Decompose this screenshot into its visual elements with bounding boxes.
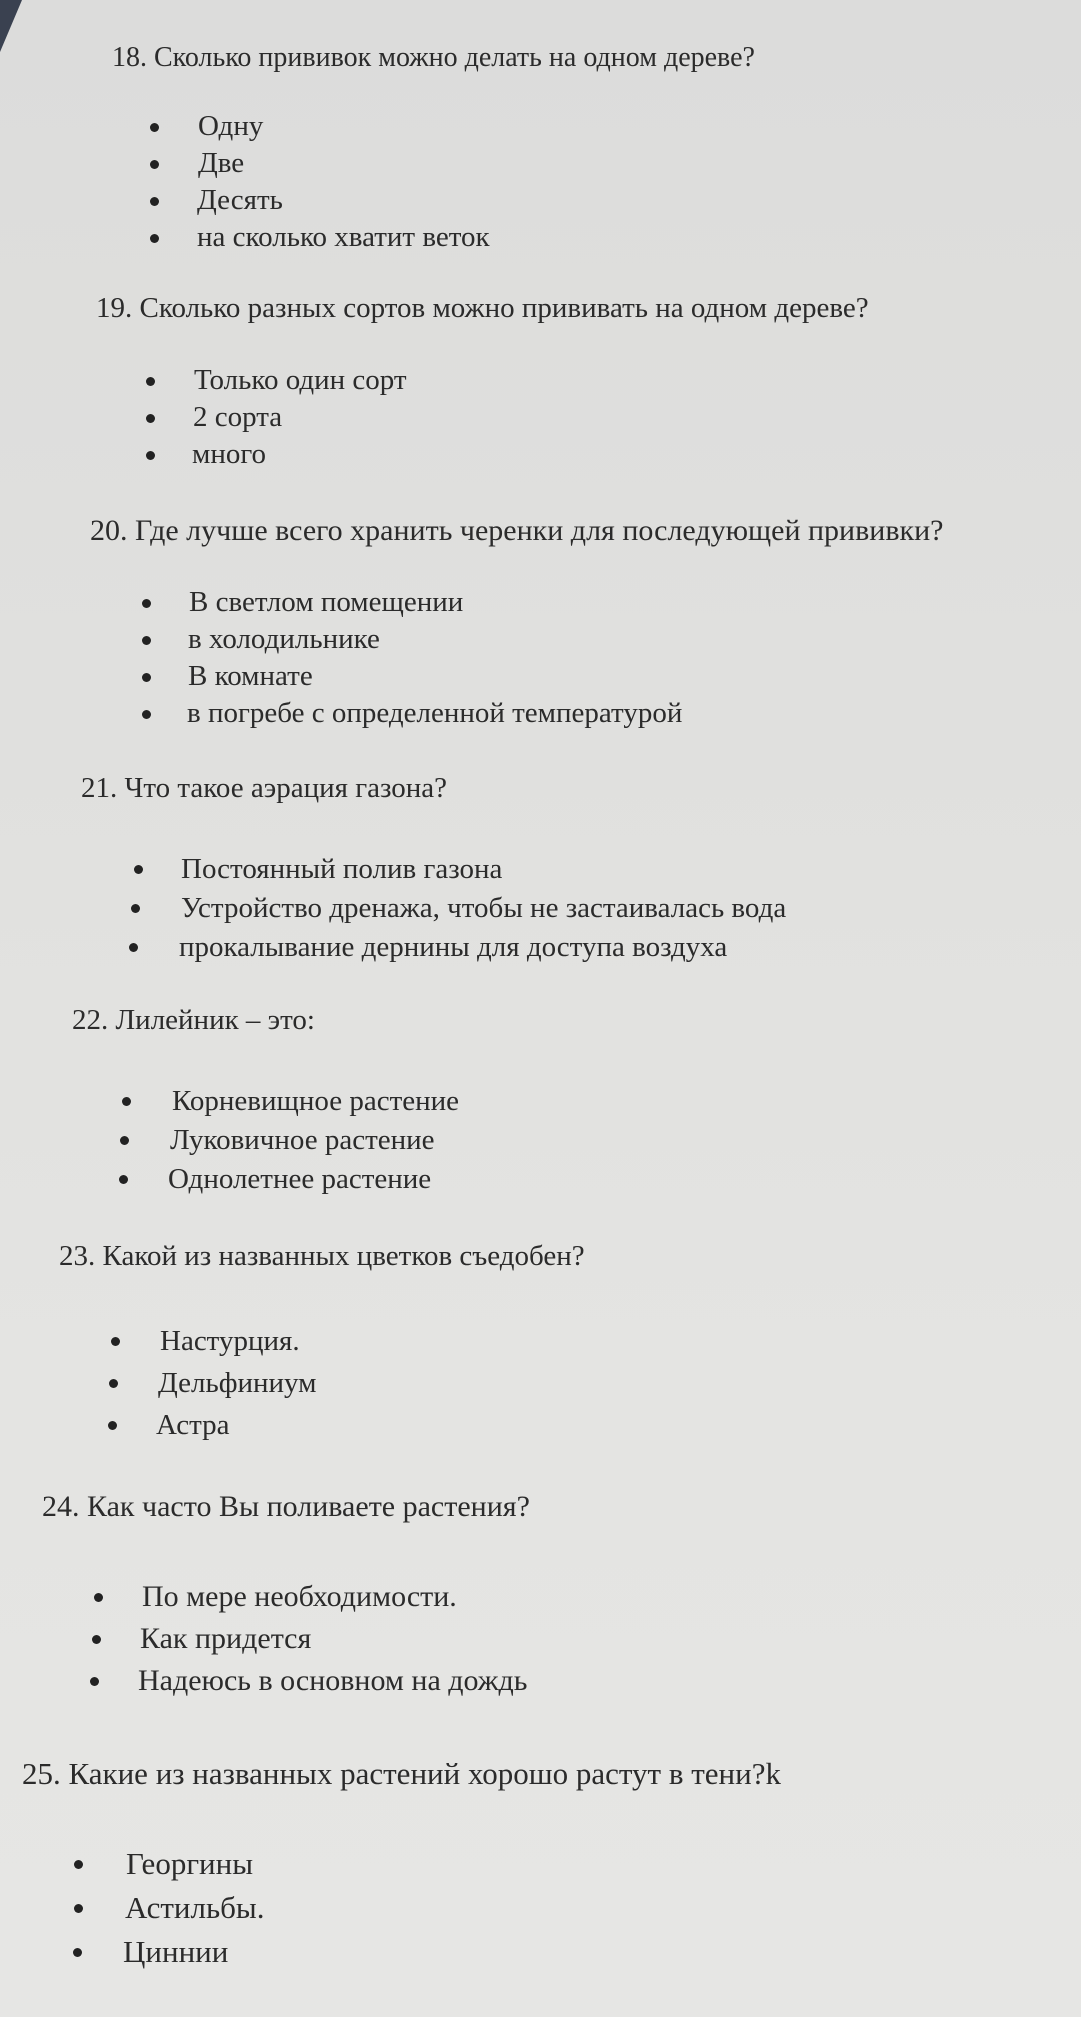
bullet-icon xyxy=(108,1421,117,1430)
bullet-icon xyxy=(150,123,159,132)
question-23: 23. Какой из названных цветков съедобен? xyxy=(59,1240,585,1272)
bullet-icon xyxy=(74,1904,83,1913)
bullet-icon xyxy=(122,1097,131,1106)
bullet-icon xyxy=(142,599,151,608)
bullet-icon xyxy=(120,1136,129,1145)
question-18: 18. Сколько прививок можно делать на одном дереве? xyxy=(112,42,755,73)
bullet-icon xyxy=(94,1593,103,1602)
question-22: 22. Лилейник – это: xyxy=(72,1004,315,1036)
bullet-icon xyxy=(109,1379,118,1388)
bullet-icon xyxy=(90,1677,99,1686)
document-page: 18. Сколько прививок можно делать на одном дереве? Одну Две Десять на сколько хватит веток 19. Сколько разных сортов можно прививать на одном дереве? Только один сорт 2 сорта много 20. Где лучше всего хранить черенки для последующей прививки? В светлом помещении в холодильнике В комнате в погребе с определенной температурой 21. Что такое аэрация газона? Постоянный полив газона Устройство дренажа, чтобы не застаивалась вода прокалывание дернины для доступа воздуха 22. Лилейник – это: Корневищное растение Луковичное растение Однолетнее растение 23. Какой из названных цветков съедобен? Настурция. Дельфиниум Астра 24. Как часто Вы поливаете растения? По мере необходимости. Как придется Надеюсь в основном на дождь 25. Какие из названных растений хорошо растут в тени?k Георгины Астильбы. Циннии xyxy=(0,0,1081,2017)
page-corner-shadow xyxy=(0,0,22,52)
bullet-icon xyxy=(74,1860,83,1869)
bullet-icon xyxy=(150,197,159,206)
bullet-icon xyxy=(146,451,155,460)
bullet-icon xyxy=(146,377,155,386)
question-20: 20. Где лучше всего хранить черенки для последующей прививки? xyxy=(90,514,944,547)
bullet-icon xyxy=(111,1337,120,1346)
bullet-icon xyxy=(142,710,151,719)
bullet-icon xyxy=(150,160,159,169)
bullet-icon xyxy=(92,1635,101,1644)
question-21: 21. Что такое аэрация газона? xyxy=(81,772,448,804)
bullet-icon xyxy=(134,865,143,874)
question-19: 19. Сколько разных сортов можно прививать на одном дереве? xyxy=(96,292,869,324)
bullet-icon xyxy=(131,904,140,913)
bullet-icon xyxy=(129,943,138,952)
bullet-icon xyxy=(146,414,155,423)
question-24: 24. Как часто Вы поливаете растения? xyxy=(42,1490,530,1523)
bullet-icon xyxy=(142,636,151,645)
question-25: 25. Какие из названных растений хорошо растут в тени?k xyxy=(22,1756,781,1791)
bullet-icon xyxy=(142,673,151,682)
bullet-icon xyxy=(150,234,159,243)
bullet-icon xyxy=(119,1175,128,1184)
bullet-icon xyxy=(73,1948,82,1957)
